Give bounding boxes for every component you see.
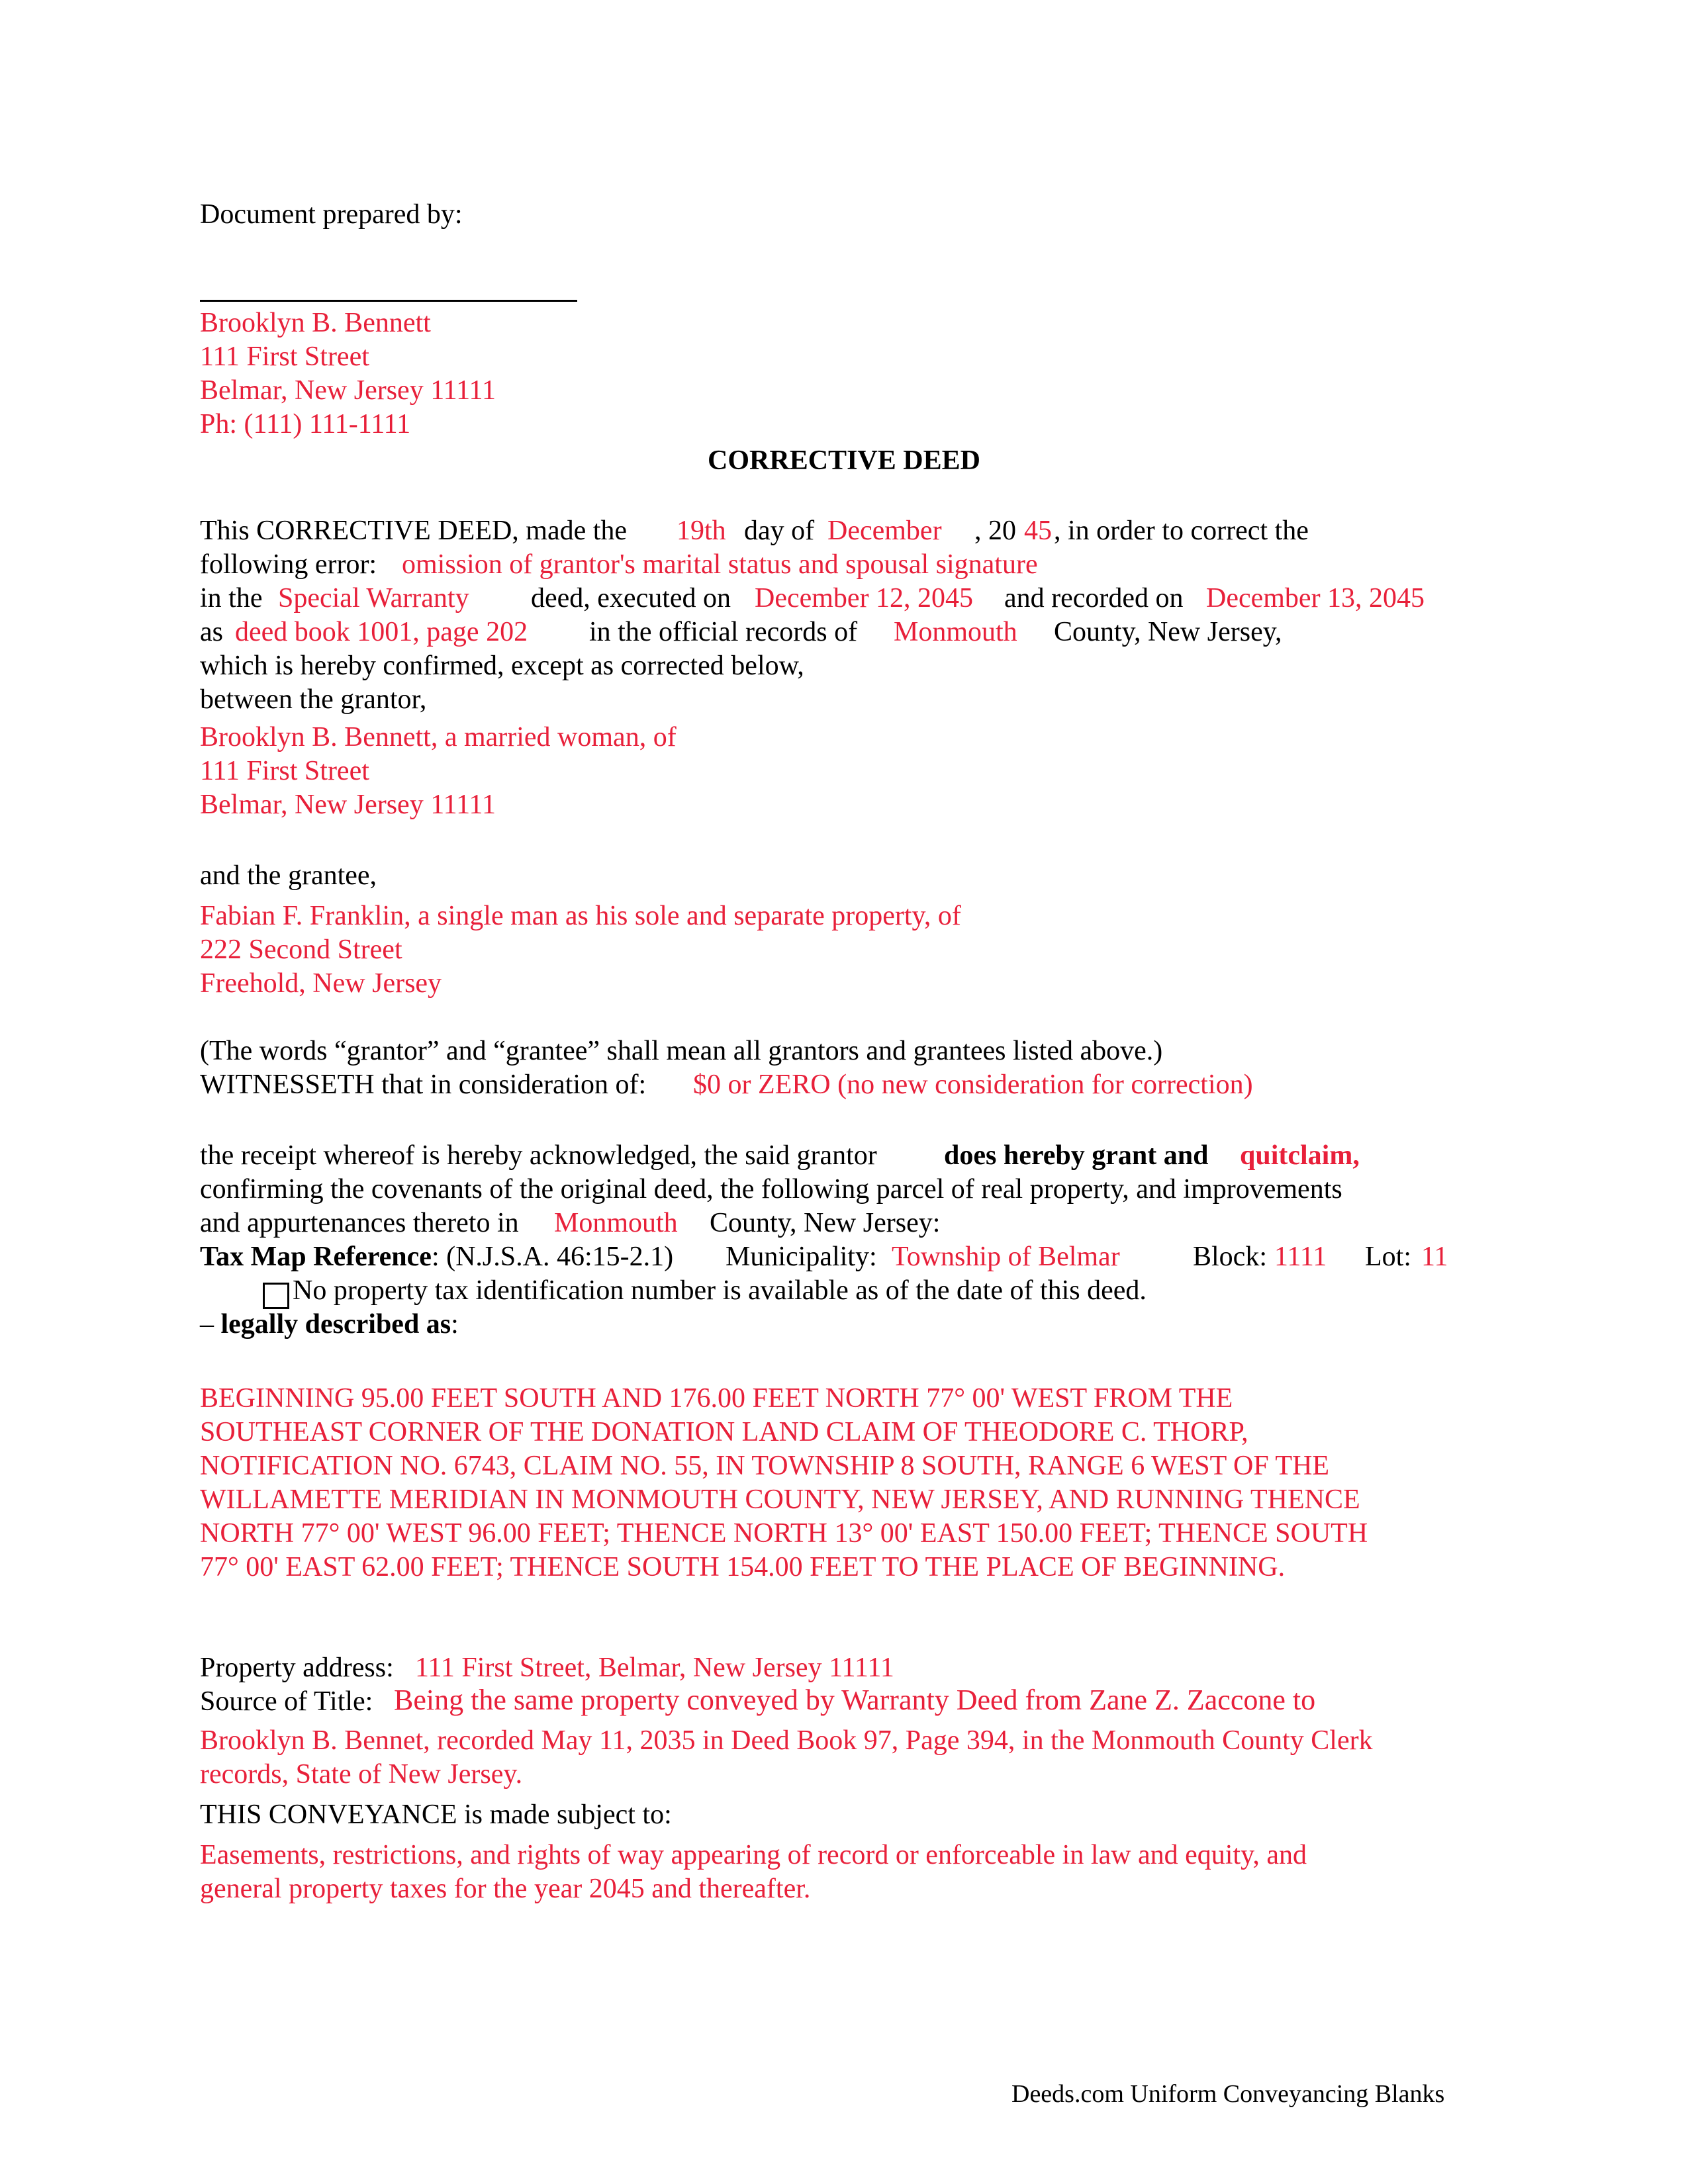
legal-description-label [200, 1307, 459, 1342]
grantee-city[interactable]: Freehold, New Jersey [200, 968, 442, 999]
words-note: (The words “grantor” and “grantee” shall mean all grantors and grantees listed above.) [200, 1036, 1163, 1066]
grant-text-3: confirming the covenants of the original deed, the following parcel of real property, and improvements [200, 1174, 1342, 1205]
no-tax-id-checkbox[interactable] [263, 1283, 289, 1309]
preparer-phone[interactable]: Ph: (111) 111-1111 [200, 409, 411, 439]
intro-text-10: in the official records of [589, 617, 858, 647]
prepared-by-label: Document prepared by: [200, 199, 463, 230]
legal-description-line[interactable]: 77° 00' EAST 62.00 FEET; THENCE SOUTH 154.00 FEET TO THE PLACE OF BEGINNING. [200, 1552, 1286, 1582]
grant-text-5: County, New Jersey: [710, 1208, 941, 1238]
municipality-label: Municipality: [726, 1242, 877, 1272]
deed-type-field[interactable]: Special Warranty [278, 583, 469, 614]
intro-text-2: day of [744, 516, 815, 546]
subject-to-line[interactable]: Easements, restrictions, and rights of way appearing of record or enforceable in law and equity, and [200, 1840, 1307, 1870]
grant-county-field[interactable]: Monmouth [554, 1208, 678, 1238]
intro-text-7: deed, executed on [531, 583, 731, 614]
grant-text-4: and appurtenances thereto in [200, 1208, 519, 1238]
preparer-street[interactable]: 111 First Street [200, 341, 369, 372]
error-field[interactable]: omission of grantor's marital status and spousal signature [402, 549, 1038, 580]
deed-book-field[interactable]: deed book 1001, page 202 [235, 617, 528, 647]
municipality-field[interactable]: Township of Belmar [892, 1242, 1120, 1272]
lot-field[interactable]: 11 [1421, 1242, 1448, 1272]
source-of-title-line[interactable]: Being the same property conveyed by Warranty Deed from Zane Z. Zaccone to [394, 1684, 1316, 1716]
deed-month-field[interactable]: December [827, 516, 942, 546]
intro-text-9: as [200, 617, 223, 647]
preparer-city[interactable]: Belmar, New Jersey 11111 [200, 375, 496, 406]
legal-description-line[interactable]: NOTIFICATION NO. 6743, CLAIM NO. 55, IN TOWNSHIP 8 SOUTH, RANGE 6 WEST OF THE [200, 1451, 1330, 1481]
executed-on-field[interactable]: December 12, 2045 [755, 583, 974, 614]
subject-to-line[interactable]: general property taxes for the year 2045 and thereafter. [200, 1874, 811, 1904]
deed-day-field[interactable]: 19th [677, 516, 726, 546]
intro-text-13: between the grantor, [200, 684, 427, 715]
page-title: CORRECTIVE DEED [708, 445, 980, 476]
recorded-on-field[interactable]: December 13, 2045 [1206, 583, 1425, 614]
source-of-title-line[interactable]: records, State of New Jersey. [200, 1759, 523, 1790]
block-field[interactable]: 1111 [1274, 1242, 1327, 1272]
property-address-field[interactable]: 111 First Street, Belmar, New Jersey 11111 [415, 1653, 894, 1683]
source-of-title-label: Source of Title: [200, 1686, 373, 1717]
grantor-street[interactable]: 111 First Street [200, 756, 369, 786]
footer-text: Deeds.com Uniform Conveyancing Blanks [1011, 2080, 1445, 2108]
witnesseth-label: WITNESSETH that in consideration of: [200, 1069, 647, 1100]
intro-text-8: and recorded on [1004, 583, 1184, 614]
intro-text-11: County, New Jersey, [1054, 617, 1282, 647]
grantee-name[interactable]: Fabian F. Franklin, a single man as his sole and separate property, of [200, 901, 961, 931]
grant-type-field[interactable]: quitclaim, [1240, 1140, 1360, 1171]
property-address-label: Property address: [200, 1653, 394, 1683]
tax-map-line [200, 1240, 673, 1274]
legal-description-line[interactable]: BEGINNING 95.00 FEET SOUTH AND 176.00 FEET NORTH 77° 00' WEST FROM THE [200, 1383, 1233, 1414]
block-label: Block: [1193, 1242, 1267, 1272]
county-field[interactable]: Monmouth [894, 617, 1017, 647]
grantee-street[interactable]: 222 Second Street [200, 934, 402, 965]
grant-text-1: the receipt whereof is hereby acknowledged, the said grantor [200, 1140, 877, 1171]
tax-map-label: Tax Map Reference [200, 1242, 432, 1272]
intro-text-6: in the [200, 583, 263, 614]
legal-description-line[interactable]: WILLAMETTE MERIDIAN IN MONMOUTH COUNTY, NEW JERSEY, AND RUNNING THENCE [200, 1484, 1360, 1515]
legal-dash: – [200, 1309, 214, 1340]
legal-description-line[interactable]: NORTH 77° 00' WEST 96.00 FEET; THENCE NORTH 13° 00' EAST 150.00 FEET; THENCE SOUTH [200, 1518, 1368, 1549]
intro-text-1: This CORRECTIVE DEED, made the [200, 516, 628, 546]
legal-colon: : [451, 1309, 459, 1340]
legal-description-line[interactable]: SOUTHEAST CORNER OF THE DONATION LAND CLAIM OF THEODORE C. THORP, [200, 1417, 1248, 1447]
grantor-city[interactable]: Belmar, New Jersey 11111 [200, 790, 496, 820]
legal-label: legally described as [220, 1309, 451, 1340]
grant-text-2: does hereby grant and [944, 1140, 1209, 1171]
source-of-title-line[interactable]: Brooklyn B. Bennet, recorded May 11, 2035 in Deed Book 97, Page 394, in the Monmouth County Clerk [200, 1725, 1373, 1756]
deed-year-field[interactable]: 45 [1024, 516, 1052, 546]
intro-text-12: which is hereby confirmed, except as corrected below, [200, 651, 804, 681]
lot-label: Lot: [1365, 1242, 1411, 1272]
intro-text-4: , in order to correct the [1054, 516, 1309, 546]
conveyance-label: THIS CONVEYANCE is made subject to: [200, 1799, 672, 1830]
preparer-name[interactable]: Brooklyn B. Bennett [200, 308, 431, 338]
consideration-field[interactable]: $0 or ZERO (no new consideration for correction) [693, 1069, 1253, 1100]
grantor-name[interactable]: Brooklyn B. Bennett, a married woman, of [200, 722, 677, 752]
signature-line [200, 300, 577, 302]
no-tax-id-text: No property tax identification number is available as of the date of this deed. [293, 1275, 1147, 1306]
intro-text-3: , 20 [974, 516, 1016, 546]
intro-text-5: following error: [200, 549, 377, 580]
grantee-label: and the grantee, [200, 860, 377, 891]
tax-map-statute: : (N.J.S.A. 46:15-2.1) [431, 1242, 674, 1272]
